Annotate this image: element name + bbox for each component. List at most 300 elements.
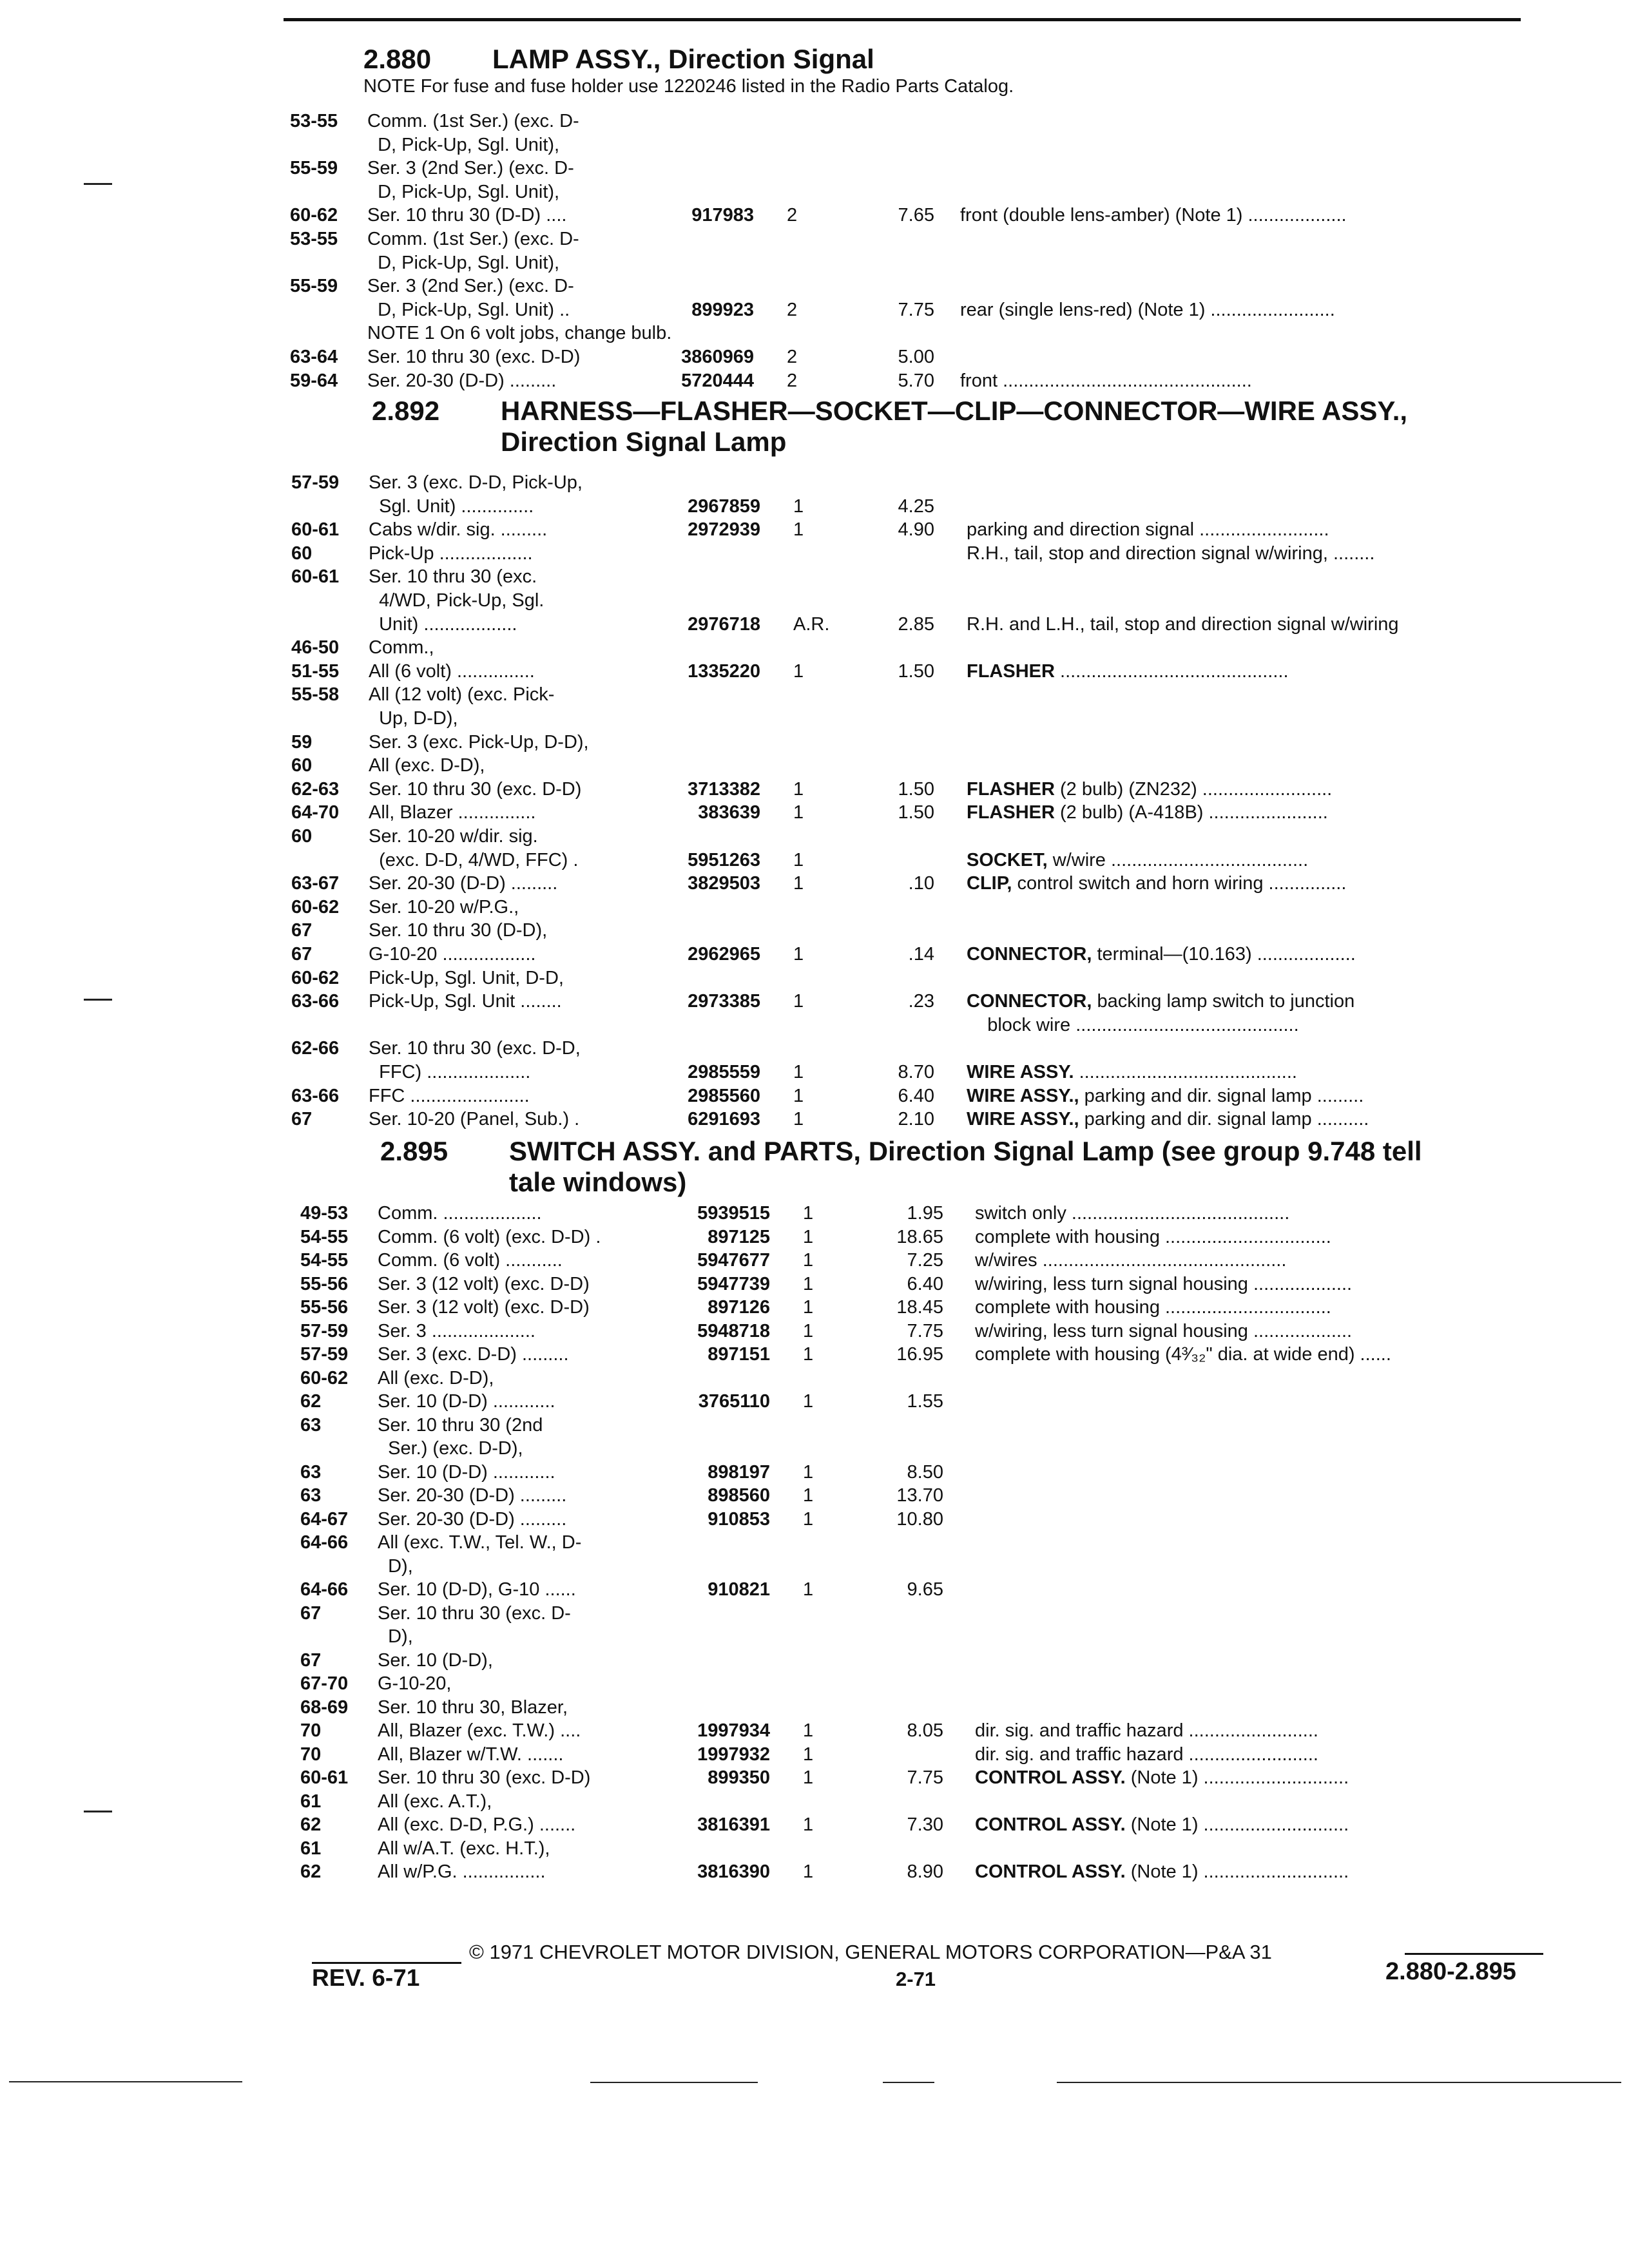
model-years: 55-56 [300, 1297, 349, 1318]
section-heading: HARNESS—FLASHER—SOCKET—CLIP—CONNECTOR—WIRE ASSY., [501, 396, 1408, 426]
model-years: 59-64 [290, 370, 338, 391]
model-description: Comm. (6 volt) ........... [378, 1250, 563, 1271]
list-price: 6.40 [907, 1274, 943, 1294]
list-price: 8.90 [907, 1861, 943, 1882]
parts-row [291, 850, 1547, 874]
quantity: 1 [803, 1344, 814, 1365]
model-years: 62 [300, 1814, 322, 1835]
model-description: Comm. (1st Ser.) (exc. D- [367, 111, 579, 131]
footer-rule-left [312, 1962, 461, 1964]
parts-row [300, 1297, 1547, 1321]
list-price: .23 [908, 991, 934, 1012]
part-number: 910853 [708, 1509, 770, 1530]
parts-row [300, 1368, 1547, 1392]
quantity: 1 [793, 991, 804, 1012]
part-number: 2962965 [688, 944, 760, 965]
list-price: 7.65 [898, 205, 934, 226]
part-detail: w/wiring, less turn signal housing ................... [975, 1321, 1353, 1341]
model-description: All w/P.G. ................ [378, 1861, 546, 1882]
model-description: FFC) .................... [369, 1062, 531, 1082]
section-number: 2.895 [380, 1136, 448, 1166]
model-description: Ser. 3 (exc. D-D) ......... [378, 1344, 569, 1365]
part-detail: switch only .......................................... [975, 1203, 1290, 1224]
quantity: 1 [803, 1297, 814, 1318]
model-years: 61 [300, 1791, 322, 1812]
model-description: Comm., [369, 637, 434, 658]
list-price: 13.70 [896, 1485, 943, 1506]
part-detail: R.H., tail, stop and direction signal w/wiring, ........ [967, 543, 1375, 564]
part-number: 383639 [698, 802, 760, 823]
model-years: 63-66 [291, 991, 340, 1012]
page-number: 2-71 [896, 1968, 936, 1990]
parts-row [291, 968, 1547, 992]
quantity: 1 [793, 779, 804, 800]
part-description [960, 205, 1347, 226]
model-years: 64-70 [291, 802, 340, 823]
part-number: 898197 [708, 1462, 770, 1483]
part-number: 1997932 [697, 1744, 770, 1765]
model-description: Ser. 10-20 (Panel, Sub.) . [369, 1109, 580, 1129]
part-number: 899923 [691, 300, 754, 320]
model-description: D, Pick-Up, Sgl. Unit), [367, 135, 560, 155]
part-description [975, 1720, 1318, 1742]
parts-row [291, 920, 1547, 944]
parts-row [300, 1744, 1547, 1768]
model-description: All w/A.T. (exc. H.T.), [378, 1838, 550, 1859]
parts-row [300, 1673, 1547, 1697]
part-name: CLIP, [967, 873, 1012, 894]
model-years: 61 [300, 1838, 322, 1859]
part-detail: w/wire ...................................... [1047, 850, 1309, 870]
model-years: 60-61 [291, 519, 340, 540]
model-description: Ser. 3 (2nd Ser.) (exc. D- [367, 158, 574, 178]
model-description: All, Blazer w/T.W. ....... [378, 1744, 564, 1765]
list-price: 9.65 [907, 1579, 943, 1600]
model-description: Ser. 3 (12 volt) (exc. D-D) [378, 1274, 590, 1294]
model-description: Ser. 10 (D-D) ............ [378, 1462, 555, 1483]
part-detail: control switch and horn wiring ............... [1012, 873, 1347, 894]
model-description: Ser. 10 (D-D) ............ [378, 1391, 555, 1412]
model-years: 60-62 [291, 968, 340, 988]
quantity: 1 [803, 1767, 814, 1788]
model-description: FFC ....................... [369, 1086, 530, 1106]
model-years: 67-70 [300, 1673, 349, 1694]
copyright-line: © 1971 CHEVROLET MOTOR DIVISION, GENERAL MOTORS CORPORATION—P&A 31 [469, 1941, 1272, 1963]
parts-row [300, 1697, 1547, 1721]
section-heading: SWITCH ASSY. and PARTS, Direction Signal Lamp (see group 9.748 tell [509, 1136, 1422, 1166]
part-description [975, 1861, 1349, 1883]
model-description: Up, D-D), [369, 708, 458, 729]
part-name: CONNECTOR, [967, 991, 1092, 1012]
model-description: D, Pick-Up, Sgl. Unit), [367, 182, 560, 202]
model-description: All (6 volt) ............... [369, 661, 535, 682]
quantity: 1 [793, 873, 804, 894]
model-years: 62 [300, 1861, 322, 1882]
list-price: 2.10 [898, 1109, 934, 1129]
quantity: 1 [803, 1462, 814, 1483]
margin-mark [84, 1811, 112, 1812]
part-number: 917983 [691, 205, 754, 226]
part-number: 898560 [708, 1485, 770, 1506]
part-detail: front (double lens-amber) (Note 1) ................... [960, 205, 1347, 226]
model-description: G-10-20, [378, 1673, 452, 1694]
part-number: 5939515 [697, 1203, 770, 1224]
model-description: Ser. 20-30 (D-D) ......... [378, 1509, 567, 1530]
model-years: 67 [291, 920, 313, 941]
model-description: Ser. 10 thru 30 (D-D), [369, 920, 548, 941]
part-number: 3765110 [698, 1391, 770, 1412]
parts-row [300, 1579, 1547, 1603]
parts-row [291, 897, 1547, 921]
list-price: 5.00 [898, 347, 934, 367]
model-description: Sgl. Unit) .............. [369, 496, 534, 517]
part-name: WIRE ASSY., [967, 1086, 1079, 1106]
parts-row [291, 472, 1547, 496]
quantity: 1 [793, 1086, 804, 1106]
model-years: 57-59 [300, 1321, 349, 1341]
parts-row [300, 1767, 1547, 1791]
part-detail: backing lamp switch to junction [1092, 991, 1355, 1012]
parts-row [291, 590, 1547, 614]
model-description: Ser. 10 thru 30 (D-D) .... [367, 205, 567, 226]
quantity: 1 [793, 519, 804, 540]
parts-row [300, 1861, 1547, 1885]
parts-row [290, 205, 1547, 229]
parts-row [291, 826, 1547, 850]
model-years: 64-66 [300, 1579, 349, 1600]
list-price: .14 [908, 944, 934, 965]
part-detail: parking and dir. signal lamp .......... [1079, 1109, 1369, 1129]
part-detail: complete with housing ................................ [975, 1297, 1331, 1318]
quantity: 2 [787, 370, 798, 391]
part-name: SOCKET, [967, 850, 1048, 870]
parts-row [300, 1274, 1547, 1298]
part-detail: parking and dir. signal lamp ......... [1079, 1086, 1364, 1106]
model-years: 54-55 [300, 1250, 349, 1271]
section-heading-cont: tale windows) [509, 1167, 687, 1197]
quantity: 1 [803, 1485, 814, 1506]
list-price: 7.25 [907, 1250, 943, 1271]
quantity: 1 [803, 1744, 814, 1765]
quantity: 1 [803, 1321, 814, 1341]
model-description: Pick-Up .................. [369, 543, 533, 564]
part-detail: w/wires ............................................... [975, 1250, 1287, 1271]
part-number: 5720444 [681, 370, 754, 391]
part-number: 899350 [708, 1767, 770, 1788]
parts-row [300, 1838, 1547, 1862]
part-detail: R.H. and L.H., tail, stop and direction signal w/wiring [967, 614, 1399, 635]
list-price: 1.50 [898, 661, 934, 682]
margin-mark [84, 999, 112, 1001]
part-number: 897125 [708, 1227, 770, 1247]
quantity: 1 [803, 1391, 814, 1412]
part-detail: terminal—(10.163) ................... [1092, 944, 1356, 965]
list-price: 7.75 [907, 1767, 943, 1788]
list-price: 8.50 [907, 1462, 943, 1483]
part-number: 910821 [708, 1579, 770, 1600]
part-number: 3829503 [688, 873, 760, 894]
parts-row [291, 1109, 1547, 1133]
parts-row [291, 661, 1547, 685]
part-detail: (Note 1) ............................ [1125, 1767, 1349, 1788]
list-price: 1.55 [907, 1391, 943, 1412]
parts-row [290, 253, 1547, 276]
list-price: 7.75 [898, 300, 934, 320]
part-name: FLASHER [967, 802, 1055, 823]
part-detail: block wire ........................................... [967, 1015, 1299, 1035]
part-detail: complete with housing ................................ [975, 1227, 1331, 1247]
part-description [967, 802, 1328, 823]
part-number: 2972939 [688, 519, 760, 540]
parts-row [300, 1485, 1547, 1509]
list-price: 8.70 [898, 1062, 934, 1082]
model-years: 46-50 [291, 637, 340, 658]
model-description: Pick-Up, Sgl. Unit, D-D, [369, 968, 564, 988]
part-number: 2967859 [688, 496, 760, 517]
section-number: 2.892 [372, 396, 440, 426]
part-description [975, 1203, 1289, 1224]
parts-row [290, 182, 1547, 206]
list-price: 2.85 [898, 614, 934, 635]
parts-row [300, 1415, 1547, 1439]
part-description [960, 370, 1252, 392]
part-number: 5947677 [697, 1250, 770, 1271]
model-description: NOTE 1 On 6 volt jobs, change bulb. [367, 323, 672, 343]
part-detail: (2 bulb) (A-418B) ....................... [1054, 802, 1328, 823]
scan-artifact [883, 2082, 934, 2083]
parts-row [300, 1791, 1547, 1815]
parts-row [291, 802, 1547, 826]
model-description: 4/WD, Pick-Up, Sgl. [369, 590, 545, 611]
part-detail: .......................................... [1074, 1062, 1297, 1082]
model-description: Ser. 20-30 (D-D) ......... [367, 370, 557, 391]
model-years: 57-59 [291, 472, 340, 493]
model-description: (exc. D-D, 4/WD, FFC) . [369, 850, 579, 870]
model-description: Ser. 3 .................... [378, 1321, 535, 1341]
model-description: G-10-20 .................. [369, 944, 536, 965]
model-years: 67 [291, 944, 313, 965]
part-name: CONTROL ASSY. [975, 1767, 1126, 1788]
quantity: 1 [793, 661, 804, 682]
top-rule [284, 18, 1521, 21]
parts-row [291, 1062, 1547, 1086]
model-years: 54-55 [300, 1227, 349, 1247]
model-years: 53-55 [290, 111, 338, 131]
parts-row [291, 732, 1547, 756]
parts-row [291, 1086, 1547, 1110]
parts-row [290, 158, 1547, 182]
part-description [967, 1109, 1369, 1130]
model-description: Ser. 3 (exc. D-D, Pick-Up, [369, 472, 583, 493]
list-price: 4.90 [898, 519, 934, 540]
list-price: 16.95 [896, 1344, 943, 1365]
part-description [967, 779, 1332, 800]
part-description [967, 873, 1346, 894]
part-description [975, 1321, 1352, 1342]
model-years: 63-66 [291, 1086, 340, 1106]
parts-row [291, 779, 1547, 803]
list-price: .10 [908, 873, 934, 894]
parts-row [291, 496, 1547, 520]
part-number: 897126 [708, 1297, 770, 1318]
parts-row [300, 1720, 1547, 1744]
model-description: Ser. 3 (2nd Ser.) (exc. D- [367, 276, 574, 296]
model-years: 64-66 [300, 1532, 349, 1553]
parts-row [300, 1814, 1547, 1838]
model-description: All, Blazer ............... [369, 802, 536, 823]
model-years: 60 [291, 826, 313, 847]
model-description: Comm. (6 volt) (exc. D-D) . [378, 1227, 601, 1247]
list-price: 1.50 [898, 779, 934, 800]
model-description: Ser. 10 thru 30 (exc. D-D, [369, 1038, 581, 1059]
model-years: 55-59 [290, 158, 338, 178]
section-number: 2.880 [363, 44, 432, 74]
model-years: 63 [300, 1485, 322, 1506]
model-years: 70 [300, 1744, 322, 1765]
parts-row [300, 1438, 1547, 1462]
parts-row [291, 566, 1547, 590]
model-description: D), [378, 1556, 413, 1577]
parts-row [300, 1532, 1547, 1556]
model-years: 59 [291, 732, 313, 753]
parts-row [291, 1015, 1547, 1039]
part-name: CONTROL ASSY. [975, 1861, 1126, 1882]
parts-row [291, 944, 1547, 968]
model-description: Ser. 10 thru 30 (exc. D- [378, 1603, 571, 1624]
part-number: 2985560 [688, 1086, 760, 1106]
part-number: 2973385 [688, 991, 760, 1012]
section-title [380, 1136, 1422, 1198]
part-name: CONNECTOR, [967, 944, 1092, 965]
parts-row [300, 1650, 1547, 1674]
list-price: 6.40 [898, 1086, 934, 1106]
model-years: 55-58 [291, 684, 340, 705]
model-description: Ser. 10 thru 30, Blazer, [378, 1697, 568, 1718]
model-description: Unit) .................. [369, 614, 517, 635]
model-years: 49-53 [300, 1203, 349, 1224]
part-description [967, 1062, 1297, 1083]
model-description: All (exc. D-D), [369, 755, 485, 776]
parts-row [291, 519, 1547, 543]
quantity: 1 [793, 1109, 804, 1129]
part-description [967, 543, 1374, 564]
parts-row [300, 1509, 1547, 1533]
model-description: Ser. 10 (D-D), [378, 1650, 493, 1671]
part-name: FLASHER [967, 661, 1055, 682]
section-heading: LAMP ASSY., Direction Signal [492, 44, 874, 74]
model-description: D, Pick-Up, Sgl. Unit), [367, 253, 560, 273]
list-price: 5.70 [898, 370, 934, 391]
parts-row [300, 1626, 1547, 1650]
model-years: 70 [300, 1720, 322, 1741]
model-years: 62 [300, 1391, 322, 1412]
part-detail: w/wiring, less turn signal housing ................... [975, 1274, 1353, 1294]
model-description: Ser. 20-30 (D-D) ......... [378, 1485, 567, 1506]
quantity: 1 [803, 1509, 814, 1530]
parts-row [300, 1321, 1547, 1345]
model-description: All (exc. D-D), [378, 1368, 494, 1389]
part-detail: dir. sig. and traffic hazard ......................... [975, 1720, 1318, 1741]
part-number: 1997934 [697, 1720, 770, 1741]
model-description: Comm. ................... [378, 1203, 542, 1224]
parts-row [291, 684, 1547, 708]
part-number: 2976718 [688, 614, 760, 635]
quantity: 1 [793, 802, 804, 823]
quantity: 1 [803, 1814, 814, 1835]
model-years: 64-67 [300, 1509, 349, 1530]
part-detail: parking and direction signal ......................... [967, 519, 1329, 540]
margin-mark [84, 183, 112, 185]
parts-row [290, 323, 1547, 347]
model-description: Ser. 3 (exc. Pick-Up, D-D), [369, 732, 589, 753]
list-price: 4.25 [898, 496, 934, 517]
part-name: WIRE ASSY. [967, 1062, 1074, 1082]
parts-row [290, 347, 1547, 370]
model-description: Ser. 10-20 w/P.G., [369, 897, 519, 918]
model-years: 67 [300, 1603, 322, 1624]
part-description [967, 614, 1399, 635]
model-years: 60-62 [290, 205, 338, 226]
quantity: 1 [793, 496, 804, 517]
quantity: 1 [803, 1274, 814, 1294]
part-detail: (Note 1) ............................ [1125, 1814, 1349, 1835]
quantity: 2 [787, 205, 798, 226]
part-detail: ............................................ [1054, 661, 1289, 682]
section-title [363, 44, 874, 75]
model-years: 53-55 [290, 229, 338, 249]
parts-row [290, 300, 1547, 323]
list-price: 1.50 [898, 802, 934, 823]
model-description: Ser. 10 thru 30 (exc. D-D) [367, 347, 581, 367]
model-years: 62-63 [291, 779, 340, 800]
part-description [967, 944, 1356, 965]
model-years: 60 [291, 755, 313, 776]
model-years: 63 [300, 1415, 322, 1436]
part-description [975, 1767, 1349, 1789]
part-number: 897151 [708, 1344, 770, 1365]
quantity: 1 [803, 1203, 814, 1224]
part-description [975, 1274, 1352, 1295]
part-name: CONTROL ASSY. [975, 1814, 1126, 1835]
model-years: 63 [300, 1462, 322, 1483]
footer-rule-right [1405, 1953, 1543, 1955]
model-description: All (exc. T.W., Tel. W., D- [378, 1532, 582, 1553]
list-price: 7.30 [907, 1814, 943, 1835]
parts-row [291, 991, 1547, 1015]
model-years: 67 [291, 1109, 313, 1129]
model-description: Ser. 10-20 w/dir. sig. [369, 826, 538, 847]
parts-row [290, 135, 1547, 159]
model-description: Ser. 10 thru 30 (2nd [378, 1415, 543, 1436]
section-title [372, 396, 1407, 457]
model-description: All (exc. D-D, P.G.) ....... [378, 1814, 576, 1835]
revision-label: REV. 6-71 [312, 1965, 420, 1991]
parts-row [290, 276, 1547, 300]
section-range: 2.880-2.895 [1385, 1958, 1516, 1985]
part-description [967, 519, 1329, 541]
part-detail: front ................................................ [960, 370, 1252, 391]
scan-artifact [1057, 2082, 1621, 2083]
part-description [975, 1250, 1286, 1271]
quantity: A.R. [793, 614, 830, 635]
model-description: Ser. 10 thru 30 (exc. [369, 566, 537, 587]
quantity: 2 [787, 300, 798, 320]
parts-row [290, 229, 1547, 253]
model-description: Ser. 10 thru 30 (exc. D-D) [378, 1767, 591, 1788]
scan-artifact [590, 2082, 758, 2083]
part-detail: dir. sig. and traffic hazard ......................... [975, 1744, 1318, 1765]
model-description: All (12 volt) (exc. Pick- [369, 684, 555, 705]
